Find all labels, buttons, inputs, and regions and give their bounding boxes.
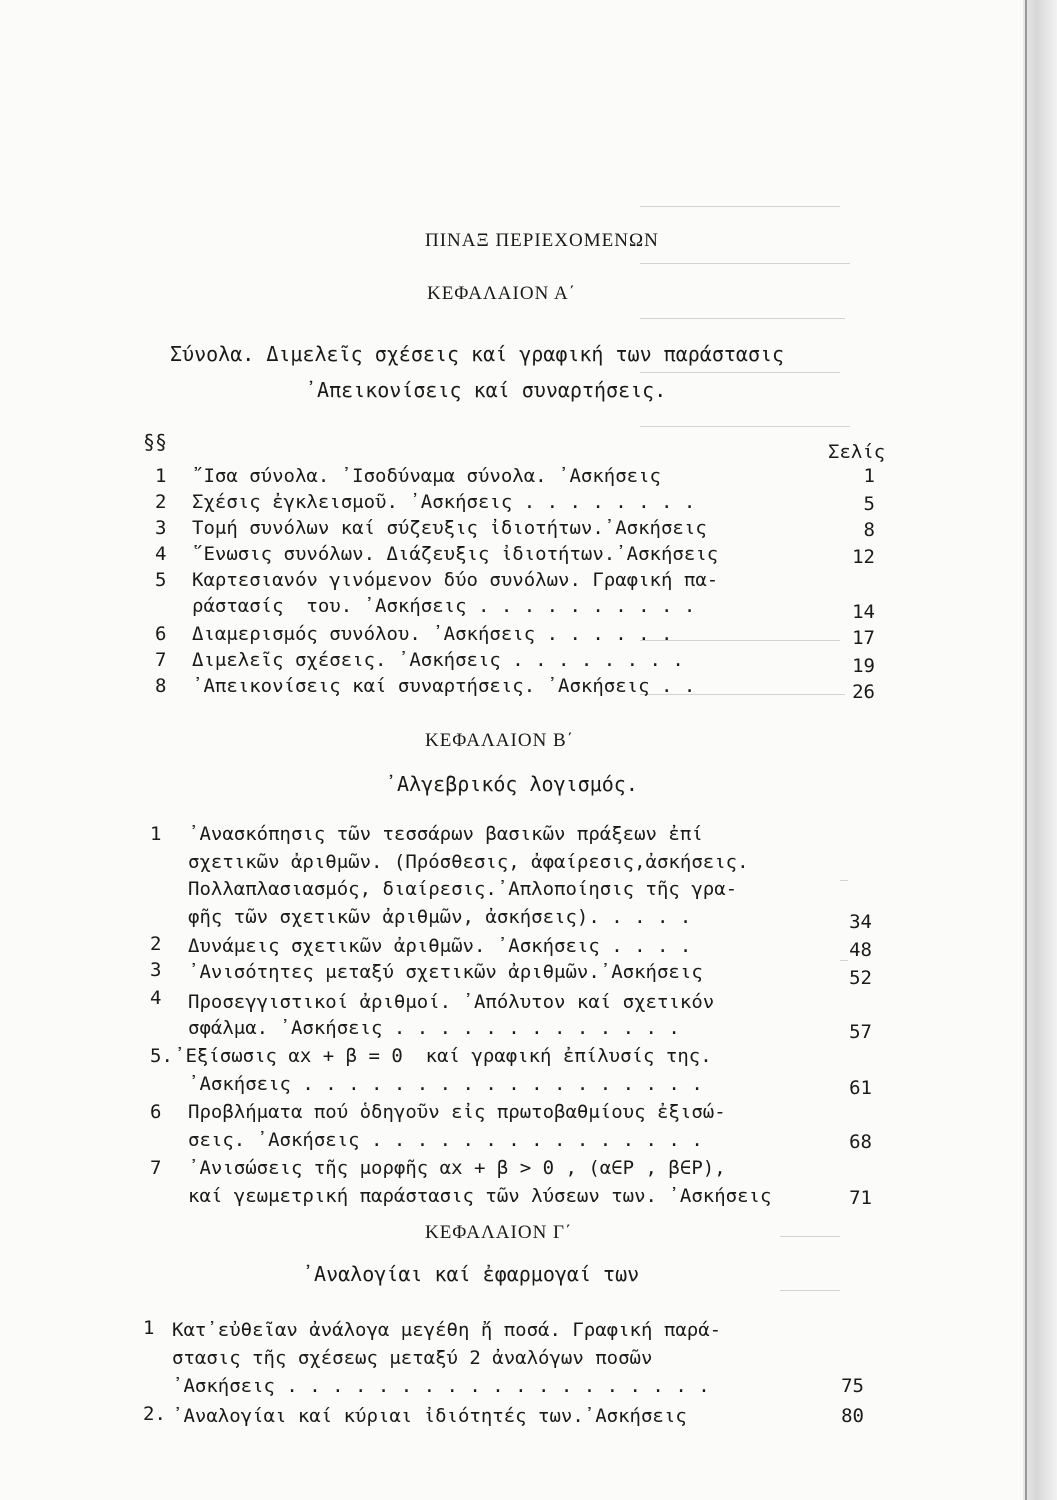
entry-text: ᾿Ασκήσεις . . . . . . . . . . . . . . . . . . . <box>172 1375 710 1397</box>
entry-page: 57 <box>849 1021 872 1043</box>
entry-number: 1 <box>143 1317 155 1339</box>
entry-text: ᾿Ανασκόπησις τῶν τεσσάρων βασικῶν πράξεων ἐπί <box>188 823 703 845</box>
chapter-a-title-line-1: Σύνολα. Διμελεῖς σχέσεις καί γραφική των παράστασις <box>170 342 785 366</box>
entry-page: 8 <box>863 519 875 541</box>
entry-text: ᾿Ανισώσεις τῆς μορφῆς αx + β > 0 , (α∈Ρ , β∈Ρ), <box>188 1157 726 1179</box>
entry-text: ῎Ισα σύνολα. ᾿Ισοδύναμα σύνολα. ᾿Ασκήσεις <box>192 465 661 487</box>
chapter-a-heading: ΚΕΦΑΛΑΙΟΝ Α΄ <box>427 283 577 304</box>
entry-page: 75 <box>841 1375 864 1397</box>
entry-text: Σχέσις ἐγκλεισμοῦ. ᾿Ασκήσεις . . . . . . . . <box>192 491 696 513</box>
entry-page: 5 <box>863 493 875 515</box>
entry-text: Τομή συνόλων καί σύζευξις ἰδιοτήτων.᾿Ασκήσεις <box>192 517 707 539</box>
entry-text: Καρτεσιανόν γινόμενον δύο συνόλων. Γραφική πα- <box>192 569 719 591</box>
entry-text: ῞Ενωσις συνόλων. Διάζευξις ἰδιοτήτων.᾿Ασκήσεις <box>192 543 719 565</box>
entry-text: Προσεγγιστικοί ἀριθμοί. ᾿Απόλυτον καί σχετικόν <box>188 991 715 1013</box>
entry-text: ᾿Ανισότητες μεταξύ σχετικῶν ἀριθμῶν.᾿Ασκήσεις <box>188 961 703 983</box>
entry-page: 14 <box>852 601 875 623</box>
page-column-label: Σελίς <box>828 441 886 463</box>
entry-page: 68 <box>849 1131 872 1153</box>
entry-text: Κατ᾿εὐθεῖαν ἀνάλογα μεγέθη ἤ ποσά. Γραφική παρά- <box>172 1319 722 1341</box>
entry-number: 1 <box>150 823 162 845</box>
entry-text: σφάλμα. ᾿Ασκήσεις . . . . . . . . . . . . . <box>188 1017 680 1039</box>
entry-text: ᾿Ασκήσεις . . . . . . . . . . . . . . . . . . <box>188 1073 703 1095</box>
entry-page: 12 <box>852 546 875 568</box>
entry-page: 52 <box>849 967 872 989</box>
entry-number: 6 <box>150 1101 162 1123</box>
entry-page: 26 <box>852 681 875 703</box>
entry-number: 2 <box>155 491 167 513</box>
page-edge-line <box>1025 0 1027 1500</box>
entry-number: 2. <box>143 1403 166 1425</box>
entry-text: Διμελεῖς σχέσεις. ᾿Ασκήσεις . . . . . . . . <box>192 649 684 671</box>
entry-text: ᾿Εξίσωσις αx + β = 0 καί γραφική ἐπίλυσίς της. <box>174 1045 712 1067</box>
entry-text: καί γεωμετρική παράστασις τῶν λύσεων των. ᾿Ασκήσεις <box>188 1185 772 1207</box>
entry-number: 8 <box>155 675 167 697</box>
entry-page: 34 <box>849 911 872 933</box>
entry-page: 1 <box>863 465 875 487</box>
entry-page: 48 <box>849 939 872 961</box>
entry-text: ράστασίς του. ᾿Ασκήσεις . . . . . . . . . . <box>192 595 696 617</box>
page-title: ΠΙΝΑΞ ΠΕΡΙΕΧΟΜΕΝΩΝ <box>425 230 659 251</box>
entry-number: 2 <box>150 933 162 955</box>
chapter-b-heading: ΚΕΦΑΛΑΙΟΝ Β΄ <box>425 730 575 751</box>
entry-text: Πολλαπλασιασμός, διαίρεσις.᾿Απλοποίησις τῆς γρα- <box>188 878 738 900</box>
entry-text: σχετικῶν ἀριθμῶν. (Πρόσθεσις, ἀφαίρεσις,ἀσκήσεις. <box>188 851 749 873</box>
entry-page: 71 <box>849 1187 872 1209</box>
entry-page: 17 <box>852 627 875 649</box>
entry-text: σεις. ᾿Ασκήσεις . . . . . . . . . . . . . . . <box>188 1129 703 1151</box>
entry-number: 1 <box>155 465 167 487</box>
chapter-a-title-line-2: ᾿Απεικονίσεις καί συναρτήσεις. <box>305 378 667 402</box>
chapter-c-heading: ΚΕΦΑΛΑΙΟΝ Γ΄ <box>425 1222 573 1243</box>
entry-number: 5 <box>155 569 167 591</box>
page-edge <box>1023 0 1057 1500</box>
entry-page: 19 <box>852 655 875 677</box>
section-symbol: §§ <box>143 430 168 454</box>
entry-text: Διαμερισμός συνόλου. ᾿Ασκήσεις . . . . . . <box>192 623 673 645</box>
entry-text: ᾿Απεικονίσεις καί συναρτήσεις. ᾿Ασκήσεις . . <box>192 675 696 697</box>
entry-number: 4 <box>155 543 167 565</box>
chapter-b-title: ᾿Αλγεβρικός λογισμός. <box>385 772 638 796</box>
entry-text: ᾿Αναλογίαι καί κύριαι ἰδιότητές των.᾿Ασκήσεις <box>172 1405 687 1427</box>
entry-number: 4 <box>150 987 162 1009</box>
entry-number: 3 <box>150 959 162 981</box>
entry-text: φῆς τῶν σχετικῶν ἀριθμῶν, ἀσκήσεις). . . . . <box>188 906 692 928</box>
entry-number: 3 <box>155 517 167 539</box>
entry-text: Δυνάμεις σχετικῶν ἀριθμῶν. ᾿Ασκήσεις . . . . <box>188 935 692 957</box>
entry-page: 61 <box>849 1077 872 1099</box>
entry-number: 6 <box>155 623 167 645</box>
entry-page: 80 <box>841 1405 864 1427</box>
entry-number: 7 <box>155 649 167 671</box>
entry-number: 5. <box>150 1045 173 1067</box>
entry-number: 7 <box>150 1157 162 1179</box>
entry-text: στασις τῆς σχέσεως μεταξύ 2 ἀναλόγων ποσῶν <box>172 1347 653 1369</box>
chapter-c-title: ᾿Αναλογίαι καί ἐφαρμογαί των <box>302 1262 640 1286</box>
entry-text: Προβλήματα πού ὁδηγοῦν εἰς πρωτοβαθμίους ἐξισώ- <box>188 1101 726 1123</box>
